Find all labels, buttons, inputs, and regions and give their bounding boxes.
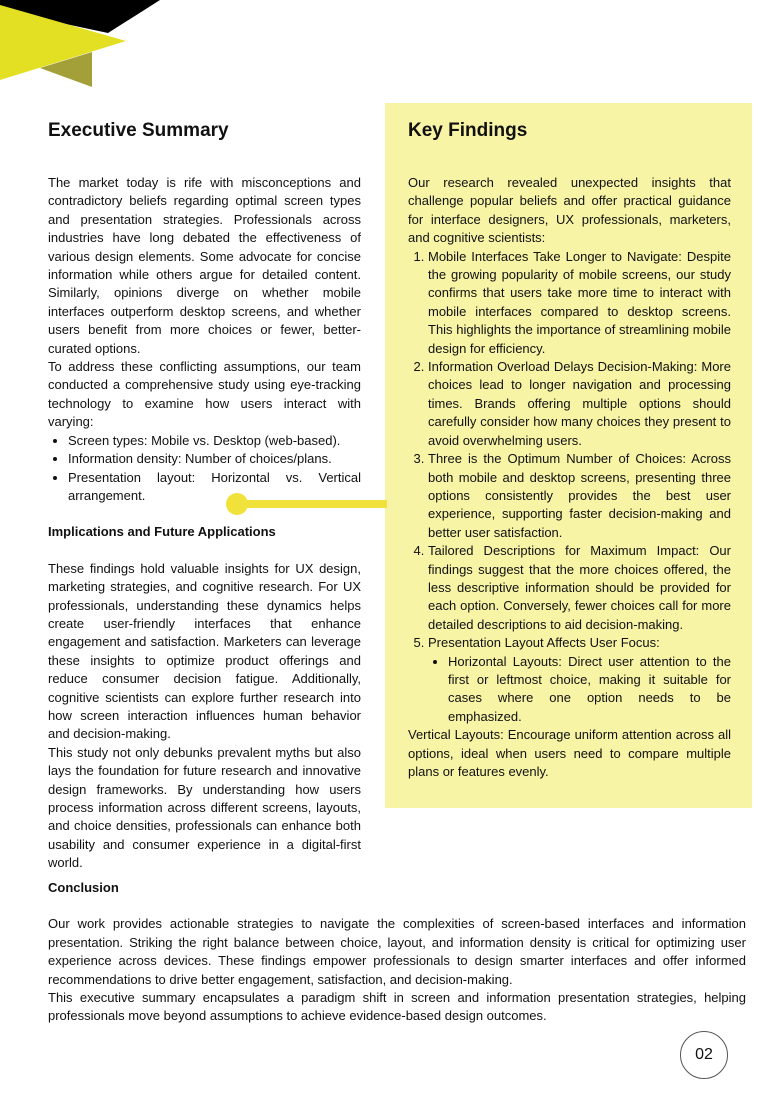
list-item: • Presentation layout: Horizontal vs. Vertical arrangement. [68, 469, 361, 506]
paragraph: Our research revealed unexpected insights that challenge popular beliefs and offer practical guidance for interface designers, UX professionals, marketers, and cognitive scientists: [408, 175, 731, 246]
key-findings-title: Key Findings [408, 120, 528, 141]
list-item-text: Presentation Layout Affects User Focus: [428, 635, 660, 651]
list-item: • Screen types: Mobile vs. Desktop (web-based). [68, 432, 361, 450]
corner-decoration [0, 0, 170, 95]
implications-heading: Implications and Future Applications [48, 524, 276, 540]
list-item [428, 634, 731, 726]
paragraph: This executive summary encapsulates a paradigm shift in screen and information presentation strategies, helping professionals move beyond assumptions to achieve evidence-based design outcomes. [48, 990, 746, 1024]
sub-list-item: • Horizontal Layouts: Direct user attention to the first or leftmost choice, making it suitable for cases where one option needs to be emphasized. [448, 653, 731, 727]
paragraph: To address these conflicting assumptions, our team conducted a comprehensive study using eye-tracking technology to examine how users interact with varying: [48, 359, 361, 430]
list-item: 2. Information Overload Delays Decision-Making: More choices lead to longer navigation and processing times. Brands offering multiple options should carefully consider how many choices they present to avoid overwhelming users. [428, 358, 731, 450]
list-item: 4. Tailored Descriptions for Maximum Impact: Our findings suggest that the more choices offered, the less descriptive information should be provided for each option. Conversely, fewer choices call for more detailed descriptions to aid decision-making. [428, 542, 731, 634]
executive-summary-title: Executive Summary [48, 120, 229, 141]
paragraph: Our work provides actionable strategies to navigate the complexities of screen-based interfaces and information presentation. Striking the right balance between choice, layout, and information density is critical for optimizing user experience across devices. These findings empower professionals to design smarter interfaces and offer informed recommendations to drive better engagement, satisfaction, and decision-making. [48, 916, 746, 987]
list-item: 1. Mobile Interfaces Take Longer to Navigate: Despite the growing popularity of mobile screens, our study confirms that users take more time to interact with mobile interfaces compared to desktop screens. This highlights the importance of streamlining mobile design for efficiency. [428, 248, 731, 358]
list-item: 3. Three is the Optimum Number of Choices: Across both mobile and desktop screens, presenting three options consistently provides the best user experience, supporting faster decision-making and better user satisfaction. [428, 450, 731, 542]
findings-list [408, 248, 731, 727]
executive-summary-column [48, 118, 361, 873]
paragraph: These findings hold valuable insights for UX design, marketing strategies, and cognitive research. For UX professionals, understanding these dynamics helps create user-friendly interfaces that enhance engagement and satisfaction. Marketers can leverage these insights to optimize product offerings and reduce consumer decision fatigue. Additionally, cognitive scientists can explore further research into how screen interaction influences human behavior and decision-making. [48, 560, 361, 742]
paragraph: This study not only debunks prevalent myths but also lays the foundation for future research and innovative design frameworks. By understanding how users process information across different screens, layouts, and choice densities, professionals can enhance both usability and consumer experience in a digital-first world. [48, 744, 361, 871]
study-variables-list [48, 432, 361, 506]
paragraph: Vertical Layouts: Encourage uniform attention across all options, ideal when users need to compare multiple plans or features evenly. [408, 727, 731, 779]
paragraph: The market today is rife with misconceptions and contradictory beliefs regarding optimal screen types and presentation strategies. Professionals across industries have long debated the effectiveness of various design elements. Some advocate for concise information while others argue for detailed content. Similarly, opinions diverge on whether mobile interfaces outperform desktop screens, and whether users benefit from more choices or fewer, better-curated options. [48, 175, 361, 356]
page-number: 02 [680, 1031, 728, 1079]
key-findings-column [408, 118, 731, 781]
conclusion-heading: Conclusion [48, 880, 119, 895]
conclusion-section [48, 879, 746, 1026]
list-item: • Information density: Number of choices/plans. [68, 450, 361, 468]
